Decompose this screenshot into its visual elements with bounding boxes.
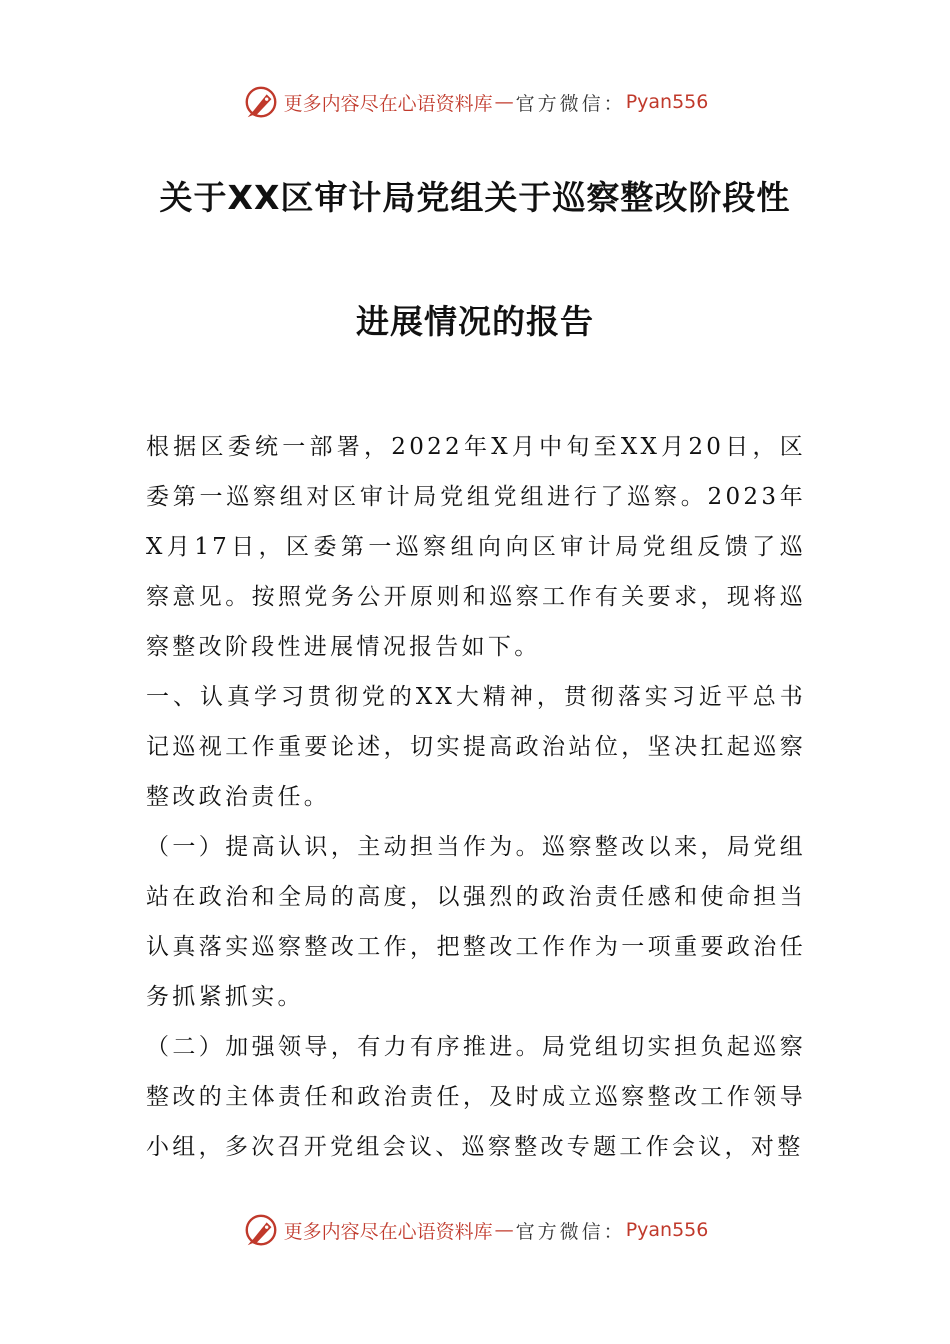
document-title-line1: 关于XX区审计局党组关于巡察整改阶段性 bbox=[159, 178, 791, 217]
footer-promo-text: 更多内容尽在心语资料库 bbox=[283, 1220, 493, 1243]
paragraph-subsection-one: （一）提高认识，主动担当作为。巡察整改以来，局党组站在政治和全局的高度，以强烈的政治责任感和使命担当认真落实巡察整改工作，把整改工作作为一项重要政治任务抓紧抓实。 bbox=[146, 834, 806, 1010]
pen-nib-logo-icon bbox=[242, 1211, 280, 1249]
footer-wechat-label: 官方微信： bbox=[515, 1220, 626, 1243]
paragraph-section-one: 一、认真学习贯彻党的XX大精神，贯彻落实习近平总书记巡视工作重要论述，切实提高政治站位，坚决扛起巡察整改政治责任。 bbox=[146, 684, 806, 810]
paragraph-subsection-two: （二）加强领导，有力有序推进。局党组切实担负起巡察整改的主体责任和政治责任，及时成立巡察整改工作领导小组，多次召开党组会议、巡察整改专题工作会议，对整 bbox=[146, 1034, 806, 1160]
header-banner bbox=[0, 80, 950, 124]
footer-separator: — bbox=[494, 1219, 514, 1241]
header-wechat-id: Pyan556 bbox=[625, 91, 709, 113]
header-separator: — bbox=[494, 91, 514, 113]
pen-nib-logo-icon bbox=[242, 83, 280, 121]
header-promo-text: 更多内容尽在心语资料库 bbox=[283, 92, 493, 115]
header-wechat-label: 官方微信： bbox=[515, 92, 626, 115]
footer-wechat-id: Pyan556 bbox=[625, 1219, 709, 1241]
footer-banner bbox=[0, 1208, 950, 1252]
document-body bbox=[146, 422, 806, 1172]
document-title-line2: 进展情况的报告 bbox=[356, 302, 594, 341]
paragraph-intro: 根据区委统一部署，2022年X月中旬至XX月20日，区委第一巡察组对区审计局党组党组进行了巡察。2023年X月17日，区委第一巡察组向向区审计局党组反馈了巡察意见。按照党务公开原则和巡察工作有关要求，现将巡察整改阶段性进展情况报告如下。 bbox=[146, 434, 806, 660]
